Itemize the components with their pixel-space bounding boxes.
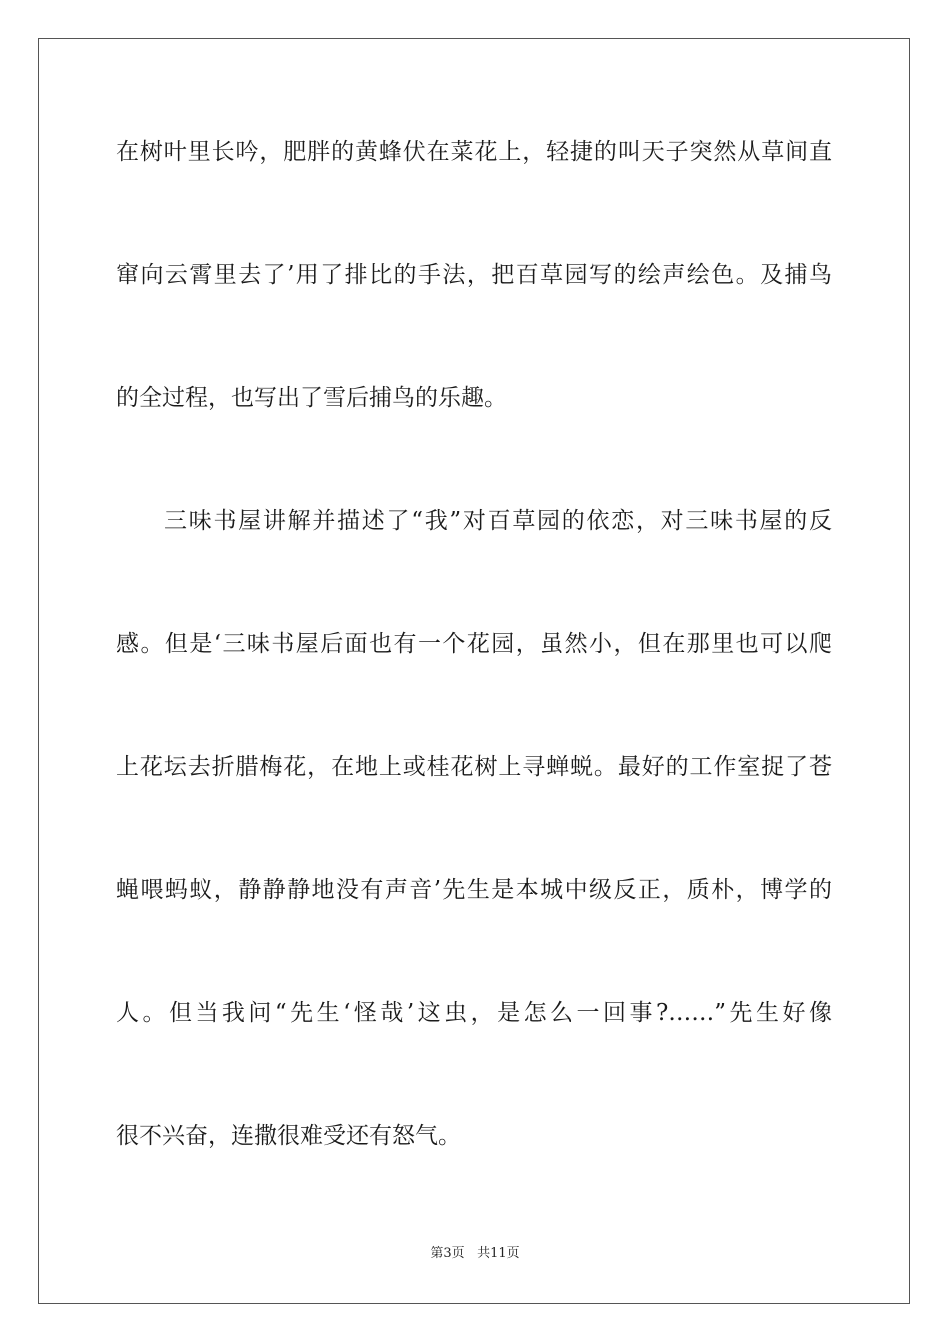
paragraph-line-9: 很不兴奋，连撒很难受还有怒气。	[116, 1123, 461, 1149]
paragraph-line-3: 的全过程，也写出了雪后捕鸟的乐趣。	[116, 385, 507, 411]
page-footer	[0, 1245, 950, 1263]
page-total: 共11页	[477, 1246, 520, 1261]
page-border	[38, 38, 910, 1304]
paragraph-line-4: 三味书屋讲解并描述了“我”对百草园的依恋，对三味书屋的反	[164, 508, 832, 534]
paragraph-line-1: 在树叶里长吟，肥胖的黄蜂伏在菜花上，轻捷的叫天子突然从草间直	[116, 139, 832, 165]
paragraph-line-7: 蝇喂蚂蚁，静静静地没有声音’先生是本城中级反正，质朴，博学的	[116, 877, 832, 903]
page-number: 第3页	[430, 1246, 465, 1261]
paragraph-line-2: 窜向云霄里去了’用了排比的手法，把百草园写的绘声绘色。及捕鸟	[116, 262, 832, 288]
paragraph-line-5: 感。但是‘三味书屋后面也有一个花园，虽然小，但在那里也可以爬	[116, 631, 832, 657]
paragraph-line-8: 人。但当我问“先生‘怪哉’这虫，是怎么一回事?……”先生好像	[116, 1000, 832, 1026]
paragraph-line-6: 上花坛去折腊梅花，在地上或桂花树上寻蝉蜕。最好的工作室捉了苍	[116, 754, 832, 780]
